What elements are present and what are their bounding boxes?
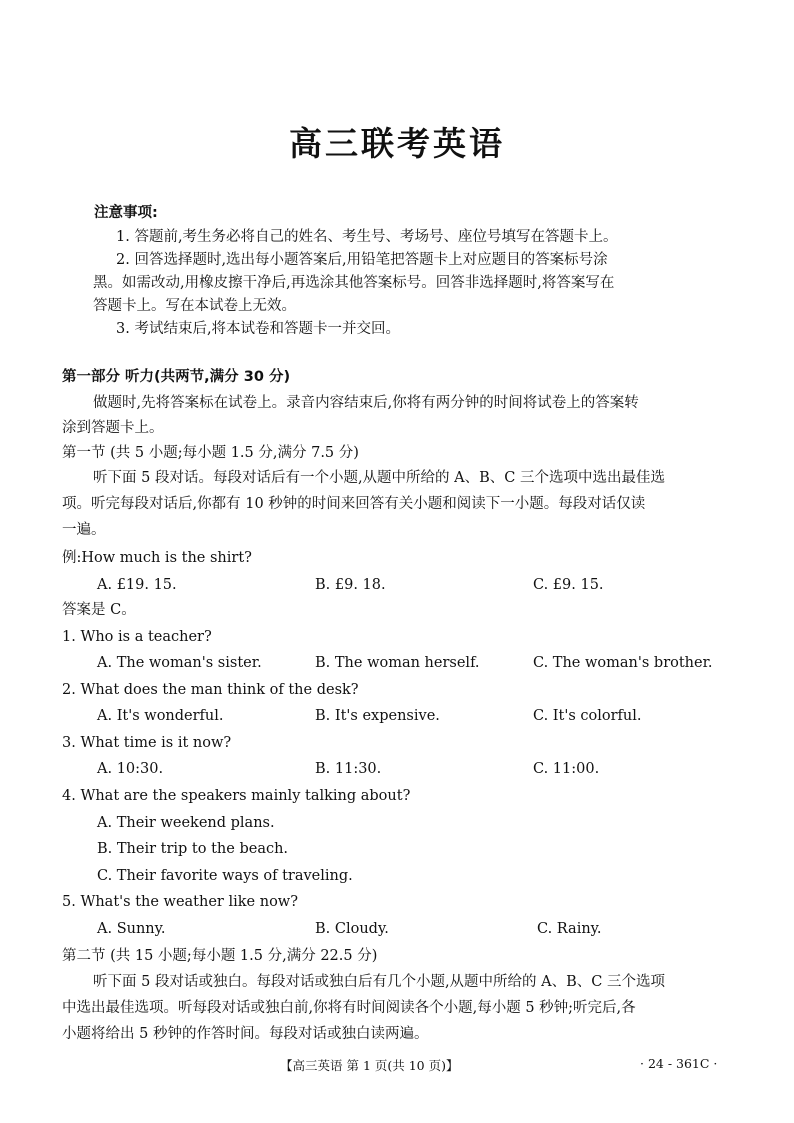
notice-heading: 注意事项: [94, 205, 158, 221]
example-option-b: B. £9. 18. [315, 577, 386, 593]
question-3-option-b: B. 11:30. [315, 761, 382, 777]
question-5-option-c: C. Rainy. [537, 921, 602, 937]
notice-item: 1. 答题前,考生务必将自己的姓名、考生号、考场号、座位号填写在答题卡上。 [116, 229, 618, 245]
question-1-option-c: C. The woman's brother. [533, 655, 713, 671]
example-answer: 答案是 C。 [62, 602, 136, 618]
question-4-option-c: C. Their favorite ways of traveling. [97, 868, 353, 884]
section1-instructions: 一遍。 [62, 522, 106, 538]
page-footer: 【高三英语 第 1 页(共 10 页)】 [280, 1058, 459, 1073]
question-3: 3. What time is it now? [62, 735, 232, 751]
question-3-option-c: C. 11:00. [533, 761, 600, 777]
question-2-option-b: B. It's expensive. [315, 708, 440, 724]
question-2: 2. What does the man think of the desk? [62, 682, 359, 698]
notice-item: 黑。如需改动,用橡皮擦干净后,再选涂其他答案标号。回答非选择题时,将答案写在 [93, 275, 615, 291]
document-code: · 24 - 361C · [640, 1056, 718, 1071]
section1-instructions: 听下面 5 段对话。每段对话后有一个小题,从题中所给的 A、B、C 三个选项中选出最佳选 [93, 470, 665, 486]
question-1-option-b: B. The woman herself. [315, 655, 480, 671]
question-2-option-c: C. It's colorful. [533, 708, 642, 724]
notice-item: 2. 回答选择题时,选出每小题答案后,用铅笔把答题卡上对应题目的答案标号涂 [116, 252, 608, 268]
question-5-option-a: A. Sunny. [97, 921, 166, 937]
notice-item: 3. 考试结束后,将本试卷和答题卡一并交回。 [116, 321, 401, 337]
part1-heading: 第一部分 听力(共两节,满分 30 分) [62, 369, 291, 385]
part1-intro: 做题时,先将答案标在试卷上。录音内容结束后,你将有两分钟的时间将试卷上的答案转 [93, 395, 639, 411]
section2-instructions: 听下面 5 段对话或独白。每段对话或独白后有几个小题,从题中所给的 A、B、C 三个选项 [93, 974, 665, 990]
section2-heading: 第二节 (共 15 小题;每小题 1.5 分,满分 22.5 分) [62, 948, 378, 964]
section2-instructions: 中选出最佳选项。听每段对话或独白前,你将有时间阅读各个小题,每小题 5 秒钟;听完后,各 [62, 1000, 636, 1016]
section1-instructions: 项。听完每段对话后,你都有 10 秒钟的时间来回答有关小题和阅读下一小题。每段对话仅读 [62, 496, 646, 512]
section1-heading: 第一节 (共 5 小题;每小题 1.5 分,满分 7.5 分) [62, 445, 359, 461]
section2-instructions: 小题将给出 5 秒钟的作答时间。每段对话或独白读两遍。 [62, 1026, 429, 1042]
example-option-a: A. £19. 15. [97, 577, 177, 593]
question-2-option-a: A. It's wonderful. [97, 708, 224, 724]
question-4-option-a: A. Their weekend plans. [97, 815, 275, 831]
example-question: 例:How much is the shirt? [62, 550, 252, 566]
example-option-c: C. £9. 15. [533, 577, 604, 593]
page-title: 高三联考英语 [289, 124, 505, 163]
notice-item: 答题卡上。写在本试卷上无效。 [93, 298, 296, 314]
question-4-option-b: B. Their trip to the beach. [97, 841, 289, 857]
question-4: 4. What are the speakers mainly talking about? [62, 788, 411, 804]
question-3-option-a: A. 10:30. [97, 761, 164, 777]
part1-intro: 涂到答题卡上。 [62, 420, 164, 436]
question-5: 5. What's the weather like now? [62, 894, 298, 910]
question-1: 1. Who is a teacher? [62, 629, 212, 645]
question-5-option-b: B. Cloudy. [315, 921, 389, 937]
question-1-option-a: A. The woman's sister. [97, 655, 262, 671]
